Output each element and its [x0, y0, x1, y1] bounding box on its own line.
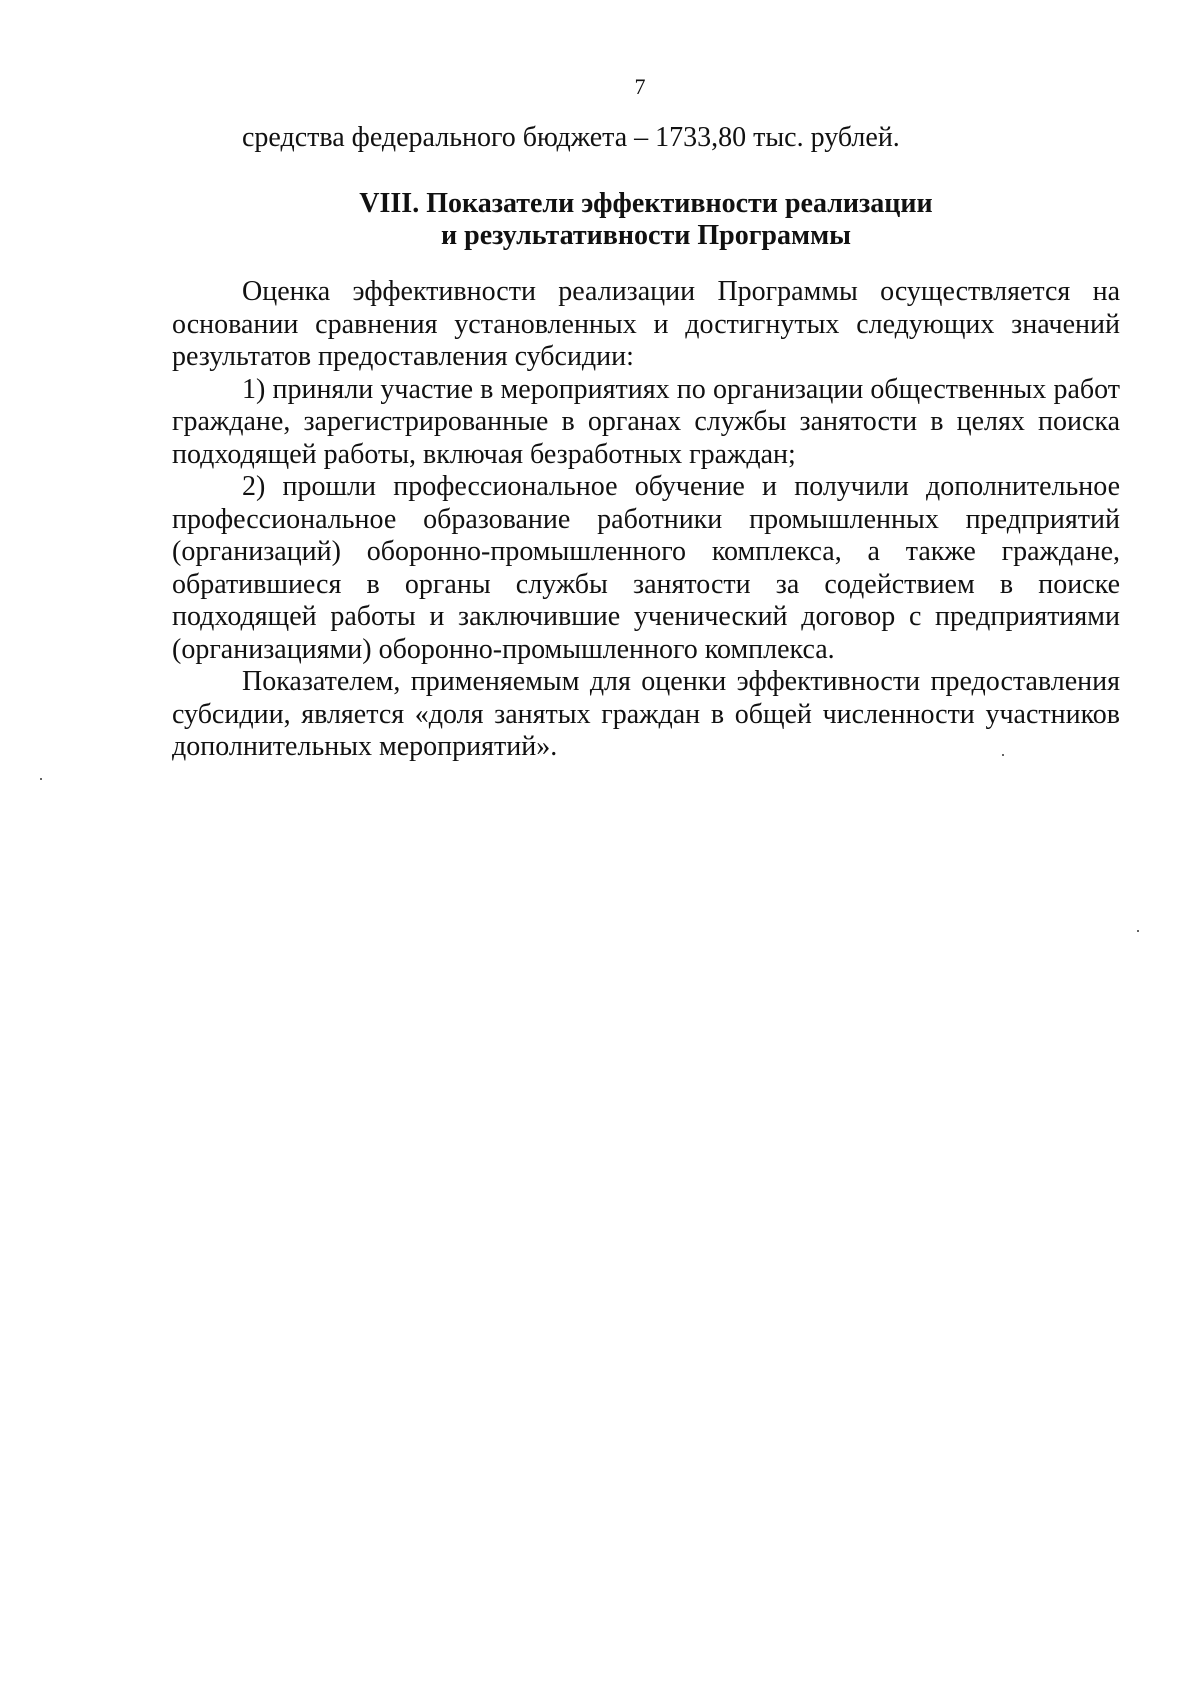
section-heading-line-1: VIII. Показатели эффективности реализации: [359, 188, 933, 219]
paragraph-item-2: 2) прошли профессиональное обучение и получили дополнительное профессиональное образование работники промышленных предприятий (организаций) оборонно-промышленного комплекса, а также граждане, обратившиеся в органы службы занятости за содействием в поиске подходящей работы и заключившие ученический договор с предприятиями (организациями) оборонно-промышленного комплекса.: [172, 471, 1120, 665]
paragraph-evaluation-basis: Оценка эффективности реализации Программы осуществляется на основании сравнения установленных и достигнутых следующих значений результатов предоставления субсидии:: [172, 276, 1120, 372]
scan-speck: [1137, 930, 1139, 932]
body-text: [172, 276, 1120, 764]
scan-speck: [40, 778, 42, 780]
budget-line: средства федерального бюджета – 1733,80 тыс. рублей.: [242, 122, 900, 153]
section-heading-line-2: и результативности Программы: [440, 220, 852, 251]
scan-speck: [1002, 754, 1004, 756]
section-heading: [172, 188, 1120, 252]
paragraph-indicator: Показателем, применяемым для оценки эффективности предоставления субсидии, является «доля занятых граждан в общей численности участников дополнительных мероприятий».: [172, 666, 1120, 762]
page-number: 7: [634, 74, 646, 99]
paragraph-item-1: 1) приняли участие в мероприятиях по организации общественных работ граждане, зарегистрированные в органах службы занятости в целях поиска подходящей работы, включая безработных граждан;: [172, 373, 1120, 470]
